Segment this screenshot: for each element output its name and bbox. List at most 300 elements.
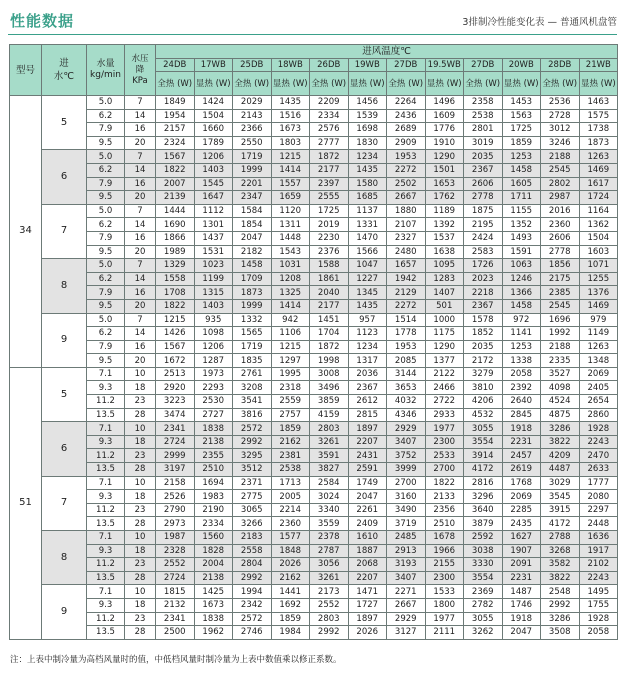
table-cell: 2261	[348, 503, 387, 517]
table-row	[10, 286, 618, 300]
table-cell: 1362	[579, 218, 618, 232]
table-cell: 2143	[233, 109, 272, 123]
table-cell: 4098	[541, 381, 580, 395]
table-cell: 2328	[156, 544, 195, 558]
header-unit: 全热 (W)	[233, 72, 272, 96]
table-cell: 2728	[541, 109, 580, 123]
table-row	[10, 531, 618, 545]
table-cell: 2327	[387, 231, 426, 245]
header-condition: 18WB	[271, 59, 310, 72]
model-cell: 51	[10, 367, 42, 639]
table-cell: 1999	[233, 299, 272, 313]
table-cell: 9.5	[87, 245, 125, 259]
table-cell: 1071	[579, 259, 618, 273]
table-cell: 2545	[541, 163, 580, 177]
table-cell: 1567	[156, 150, 195, 164]
table-cell: 2158	[156, 476, 195, 490]
table-cell: 1627	[502, 531, 541, 545]
table-cell: 9.3	[87, 490, 125, 504]
table-cell: 3261	[310, 435, 349, 449]
table-cell: 1141	[502, 327, 541, 341]
table-cell: 28	[125, 463, 156, 477]
table-cell: 2538	[464, 109, 503, 123]
table-cell: 1647	[194, 191, 233, 205]
table-cell: 2047	[233, 231, 272, 245]
table-cell: 2360	[271, 517, 310, 531]
table-cell: 3915	[541, 503, 580, 517]
table-cell: 2347	[233, 191, 272, 205]
table-cell: 2576	[310, 123, 349, 137]
table-cell: 1047	[348, 259, 387, 273]
table-cell: 2392	[502, 381, 541, 395]
table-cell: 2102	[579, 558, 618, 572]
table-cell: 2040	[310, 286, 349, 300]
header-water-temp: 进水℃	[42, 45, 87, 96]
table-cell: 2183	[233, 531, 272, 545]
table-cell: 2700	[387, 476, 426, 490]
table-cell: 2162	[271, 435, 310, 449]
table-cell: 2804	[233, 558, 272, 572]
table-cell: 1558	[156, 272, 195, 286]
table-cell: 1377	[425, 354, 464, 368]
table-cell: 18	[125, 490, 156, 504]
table-cell: 16	[125, 231, 156, 245]
table-cell: 1106	[271, 327, 310, 341]
table-cell: 2378	[310, 531, 349, 545]
table-cell: 2533	[425, 449, 464, 463]
table-cell: 1263	[579, 340, 618, 354]
table-cell: 3208	[233, 381, 272, 395]
table-cell: 1537	[425, 231, 464, 245]
table-cell: 10	[125, 585, 156, 599]
table-cell: 1577	[271, 531, 310, 545]
table-cell: 2341	[156, 422, 195, 436]
table-cell: 6.2	[87, 327, 125, 341]
table-cell: 3719	[387, 517, 426, 531]
table-cell: 1875	[464, 204, 503, 218]
table-cell: 3822	[541, 435, 580, 449]
table-cell: 1448	[271, 231, 310, 245]
table-cell: 1983	[194, 490, 233, 504]
table-cell: 2376	[310, 245, 349, 259]
table-cell: 4487	[541, 463, 580, 477]
table-row	[10, 340, 618, 354]
table-cell: 1112	[194, 204, 233, 218]
table-cell: 3330	[464, 558, 503, 572]
table-cell: 14	[125, 272, 156, 286]
table-cell: 3474	[156, 408, 195, 422]
table-cell: 1023	[194, 259, 233, 273]
table-cell: 2448	[579, 517, 618, 531]
table-cell: 23	[125, 395, 156, 409]
table-cell: 1566	[348, 245, 387, 259]
table-cell: 7.1	[87, 585, 125, 599]
table-cell: 2485	[387, 531, 426, 545]
table-cell: 1636	[579, 531, 618, 545]
table-cell: 2700	[425, 463, 464, 477]
table-cell: 4159	[310, 408, 349, 422]
table-cell: 1617	[579, 177, 618, 191]
table-cell: 7.9	[87, 340, 125, 354]
table-cell: 1719	[233, 150, 272, 164]
table-cell: 1414	[271, 163, 310, 177]
table-cell: 18	[125, 381, 156, 395]
table-cell: 2341	[156, 612, 195, 626]
table-row	[10, 490, 618, 504]
table-cell: 1690	[156, 218, 195, 232]
table-cell: 2188	[541, 340, 580, 354]
table-cell: 16	[125, 340, 156, 354]
table-cell: 1777	[579, 476, 618, 490]
table-cell: 3024	[310, 490, 349, 504]
table-cell: 1610	[348, 531, 387, 545]
table-cell: 3591	[310, 449, 349, 463]
table-cell: 2992	[310, 626, 349, 640]
table-cell: 2909	[387, 136, 426, 150]
table-cell: 1255	[579, 272, 618, 286]
table-cell: 1414	[271, 299, 310, 313]
table-cell: 1872	[310, 150, 349, 164]
table-cell: 2190	[194, 503, 233, 517]
table-cell: 3810	[464, 381, 503, 395]
table-cell: 3160	[387, 490, 426, 504]
table-cell: 5.0	[87, 96, 125, 110]
table-cell: 1458	[233, 259, 272, 273]
table-cell: 2667	[387, 191, 426, 205]
table-row	[10, 571, 618, 585]
table-cell: 23	[125, 449, 156, 463]
water-temp-cell: 9	[42, 313, 87, 367]
table-cell: 2722	[425, 395, 464, 409]
table-cell: 501	[425, 299, 464, 313]
table-cell: 2243	[579, 435, 618, 449]
table-cell: 1584	[233, 204, 272, 218]
table-cell: 2550	[233, 136, 272, 150]
table-cell: 1496	[425, 96, 464, 110]
table-cell: 9.3	[87, 598, 125, 612]
table-cell: 3512	[233, 463, 272, 477]
header-unit: 全热 (W)	[310, 72, 349, 96]
table-cell: 2457	[502, 449, 541, 463]
table-cell: 10	[125, 476, 156, 490]
table-cell: 1311	[271, 218, 310, 232]
water-temp-cell: 6	[42, 150, 87, 204]
table-cell: 1095	[425, 259, 464, 273]
table-cell: 2435	[502, 517, 541, 531]
table-header	[10, 45, 618, 96]
table-row	[10, 163, 618, 177]
table-row	[10, 96, 618, 110]
table-cell: 23	[125, 503, 156, 517]
table-cell: 1954	[156, 109, 195, 123]
header-unit: 显热 (W)	[579, 72, 618, 96]
footnote: 注：上表中制冷量为高档风量时的值，中低档风量时制冷量为上表中数值乘以修正系数。	[10, 655, 342, 665]
table-row	[10, 272, 618, 286]
table-cell: 2929	[387, 422, 426, 436]
table-cell: 2526	[156, 490, 195, 504]
table-cell: 16	[125, 177, 156, 191]
table-cell: 2036	[348, 367, 387, 381]
table-cell: 2782	[464, 598, 503, 612]
table-cell: 1435	[348, 299, 387, 313]
table-cell: 2778	[464, 191, 503, 205]
table-cell: 2500	[156, 626, 195, 640]
table-cell: 1838	[194, 422, 233, 436]
table-cell: 2004	[194, 558, 233, 572]
table-cell: 5.0	[87, 150, 125, 164]
table-cell: 1329	[156, 259, 195, 273]
table-cell: 1966	[425, 544, 464, 558]
table-cell: 3816	[233, 408, 272, 422]
table-cell: 2264	[387, 96, 426, 110]
table-cell: 2230	[310, 231, 349, 245]
table-cell: 3496	[310, 381, 349, 395]
table-cell: 2583	[464, 245, 503, 259]
table-cell: 23	[125, 558, 156, 572]
table-cell: 2007	[156, 177, 195, 191]
table-cell: 1580	[348, 177, 387, 191]
table-cell: 2173	[310, 585, 349, 599]
table-cell: 3279	[464, 367, 503, 381]
table-cell: 1533	[425, 585, 464, 599]
table-cell: 1332	[233, 313, 272, 327]
table-cell: 2845	[502, 408, 541, 422]
table-cell: 1098	[194, 327, 233, 341]
table-row	[10, 231, 618, 245]
table-cell: 23	[125, 612, 156, 626]
table-cell: 3653	[387, 381, 426, 395]
table-cell: 1123	[348, 327, 387, 341]
table-cell: 1709	[233, 272, 272, 286]
table-cell: 1469	[579, 299, 618, 313]
table-cell: 1859	[502, 136, 541, 150]
table-cell: 1917	[579, 544, 618, 558]
table-cell: 2139	[156, 191, 195, 205]
model-cell: 34	[10, 96, 42, 368]
table-cell: 1861	[310, 272, 349, 286]
table-cell: 1897	[348, 422, 387, 436]
table-cell: 3223	[156, 395, 195, 409]
table-cell: 1973	[194, 367, 233, 381]
table-cell: 2640	[502, 395, 541, 409]
table-cell: 3019	[464, 136, 503, 150]
table-cell: 2802	[541, 177, 580, 191]
table-cell: 1918	[502, 422, 541, 436]
table-cell: 2355	[194, 449, 233, 463]
table-cell: 10	[125, 422, 156, 436]
table-cell: 2122	[425, 367, 464, 381]
table-cell: 1738	[579, 123, 618, 137]
table-cell: 2324	[156, 136, 195, 150]
table-row	[10, 408, 618, 422]
table-cell: 1539	[348, 109, 387, 123]
table-cell: 1155	[502, 204, 541, 218]
table-cell: 3286	[541, 422, 580, 436]
table-cell: 1953	[387, 340, 426, 354]
table-cell: 2069	[502, 490, 541, 504]
table-cell: 2538	[271, 463, 310, 477]
table-cell: 1470	[348, 231, 387, 245]
table-cell: 1345	[348, 286, 387, 300]
table-cell: 2026	[348, 626, 387, 640]
table-cell: 3340	[310, 503, 349, 517]
table-cell: 2689	[387, 123, 426, 137]
table-cell: 1873	[233, 286, 272, 300]
table-cell: 3127	[387, 626, 426, 640]
table-cell: 13.5	[87, 571, 125, 585]
table-cell: 14	[125, 218, 156, 232]
table-cell: 1031	[271, 259, 310, 273]
table-cell: 2285	[502, 503, 541, 517]
table-cell: 1469	[579, 163, 618, 177]
table-cell: 2761	[233, 367, 272, 381]
table-cell: 3554	[464, 571, 503, 585]
table-cell: 1588	[310, 259, 349, 273]
table-cell: 1149	[579, 327, 618, 341]
table-cell: 5.0	[87, 204, 125, 218]
table-cell: 11.2	[87, 558, 125, 572]
table-cell: 2552	[156, 558, 195, 572]
table-cell: 3029	[541, 476, 580, 490]
table-cell: 1403	[194, 163, 233, 177]
table-cell: 1493	[502, 231, 541, 245]
table-cell: 28	[125, 517, 156, 531]
table-cell: 3144	[387, 367, 426, 381]
table-cell: 1746	[502, 598, 541, 612]
table-cell: 1189	[425, 204, 464, 218]
table-cell: 1451	[310, 313, 349, 327]
table-cell: 2592	[464, 531, 503, 545]
table-cell: 1815	[156, 585, 195, 599]
table-cell: 1866	[156, 231, 195, 245]
table-cell: 2334	[310, 109, 349, 123]
table-cell: 2175	[541, 272, 580, 286]
table-cell: 2058	[502, 367, 541, 381]
table-cell: 2172	[464, 354, 503, 368]
table-cell: 2545	[541, 299, 580, 313]
table-cell: 1317	[348, 354, 387, 368]
table-cell: 2080	[579, 490, 618, 504]
table-cell: 2790	[156, 503, 195, 517]
table-cell: 2727	[194, 408, 233, 422]
table-cell: 2431	[348, 449, 387, 463]
table-cell: 1352	[502, 218, 541, 232]
table-cell: 1992	[541, 327, 580, 341]
table-cell: 1692	[271, 598, 310, 612]
table-cell: 1545	[194, 177, 233, 191]
table-cell: 3407	[387, 571, 426, 585]
table-cell: 2035	[464, 150, 503, 164]
table-cell: 1531	[194, 245, 233, 259]
table-cell: 1063	[502, 259, 541, 273]
table-cell: 2218	[464, 286, 503, 300]
table-cell: 1424	[194, 96, 233, 110]
header-condition: 28DB	[541, 59, 580, 72]
table-cell: 1605	[502, 177, 541, 191]
table-cell: 2470	[579, 449, 618, 463]
table-cell: 2047	[348, 490, 387, 504]
table-cell: 3261	[310, 571, 349, 585]
header-unit: 显热 (W)	[425, 72, 464, 96]
table-cell: 1838	[194, 612, 233, 626]
header-unit: 全热 (W)	[387, 72, 426, 96]
table-cell: 2385	[541, 286, 580, 300]
table-cell: 2107	[387, 218, 426, 232]
table-cell: 1673	[271, 123, 310, 137]
table-cell: 2513	[156, 367, 195, 381]
table-cell: 1376	[579, 286, 618, 300]
table-cell: 2318	[271, 381, 310, 395]
table-cell: 3286	[541, 612, 580, 626]
table-cell: 1253	[502, 150, 541, 164]
table-row	[10, 381, 618, 395]
water-temp-cell: 7	[42, 204, 87, 258]
table-cell: 2133	[425, 490, 464, 504]
table-cell: 1290	[425, 150, 464, 164]
table-cell: 2360	[541, 218, 580, 232]
table-cell: 2209	[310, 96, 349, 110]
table-cell: 1338	[502, 354, 541, 368]
table-cell: 7.9	[87, 177, 125, 191]
table-row	[10, 517, 618, 531]
table-cell: 2775	[233, 490, 272, 504]
table-row	[10, 191, 618, 205]
table-cell: 4172	[541, 517, 580, 531]
table-cell: 1998	[310, 354, 349, 368]
table-cell: 1471	[348, 585, 387, 599]
table-cell: 9.5	[87, 136, 125, 150]
water-temp-cell: 8	[42, 531, 87, 585]
table-cell: 4346	[387, 408, 426, 422]
table-cell: 2111	[425, 626, 464, 640]
header-condition: 19WB	[348, 59, 387, 72]
table-cell: 1543	[271, 245, 310, 259]
table-cell: 2654	[579, 395, 618, 409]
table-cell: 2619	[502, 463, 541, 477]
table-cell: 1290	[425, 340, 464, 354]
water-temp-cell: 9	[42, 585, 87, 639]
table-cell: 1215	[271, 340, 310, 354]
table-cell: 2058	[579, 626, 618, 640]
table-cell: 2068	[348, 558, 387, 572]
table-cell: 3295	[233, 449, 272, 463]
table-cell: 3822	[541, 571, 580, 585]
table-cell: 1575	[579, 109, 618, 123]
table-cell: 2207	[348, 571, 387, 585]
table-cell: 7.1	[87, 367, 125, 381]
table-cell: 2436	[387, 109, 426, 123]
table-cell: 1928	[579, 422, 618, 436]
table-cell: 2366	[233, 123, 272, 137]
table-cell: 957	[348, 313, 387, 327]
table-cell: 1137	[348, 204, 387, 218]
table-cell: 2572	[233, 612, 272, 626]
table-cell: 1848	[271, 544, 310, 558]
table-cell: 2466	[425, 381, 464, 395]
header-air-temp: 进风温度℃	[156, 45, 618, 59]
table-cell: 2214	[271, 503, 310, 517]
table-cell: 1514	[387, 313, 426, 327]
table-cell: 1456	[348, 96, 387, 110]
table-cell: 1287	[194, 354, 233, 368]
table-cell: 16	[125, 286, 156, 300]
table-cell: 1444	[156, 204, 195, 218]
table-cell: 9.5	[87, 354, 125, 368]
table-cell: 1698	[348, 123, 387, 137]
table-cell: 1880	[387, 204, 426, 218]
table-cell: 18	[125, 598, 156, 612]
table-cell: 16	[125, 123, 156, 137]
